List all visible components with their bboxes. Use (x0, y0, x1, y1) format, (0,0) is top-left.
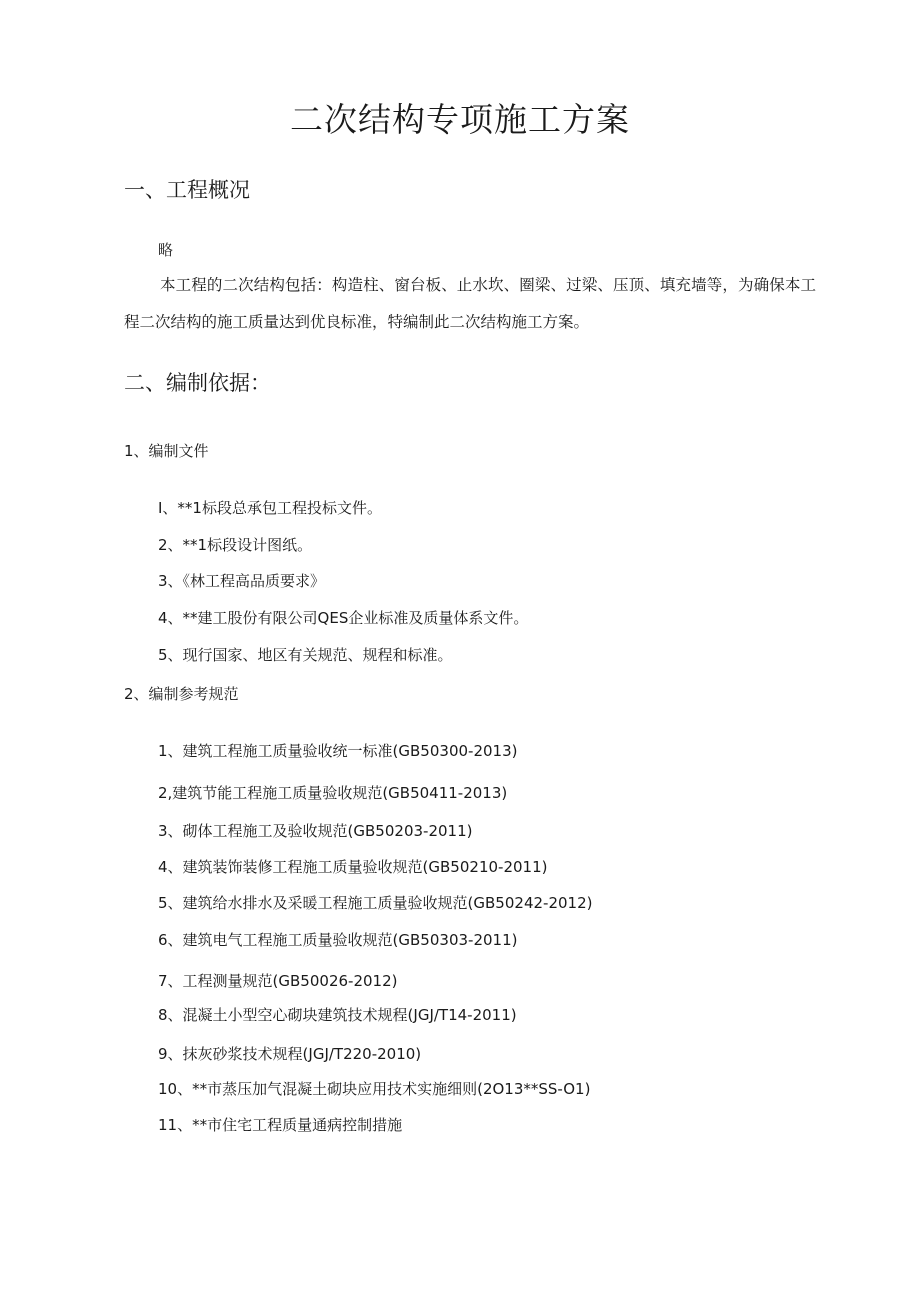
reference-item: 1、建筑工程施工质量验收统一标准(GB50300-2013) (158, 742, 518, 760)
subsection-1-heading: 1、编制文件 (124, 442, 209, 460)
reference-item: 3、砌体工程施工及验收规范(GB50203-2011) (158, 822, 473, 840)
section-1-paragraph: 本工程的二次结构包括：构造柱、窗台板、止水坎、圈梁、过梁、压顶、填充墙等，为确保本工程二次结构的施工质量达到优良标准，特编制此二次结构施工方案。 (124, 276, 816, 331)
reference-item: 10、**市蒸压加气混凝土砌块应用技术实施细则(2O13**SS-O1) (158, 1080, 591, 1098)
subsection-2-heading: 2、编制参考规范 (124, 685, 239, 703)
list-item: 5、现行国家、地区有关规范、规程和标准。 (158, 646, 453, 664)
section-1-note: 略 (158, 241, 174, 259)
reference-item: 5、建筑给水排水及采暖工程施工质量验收规范(GB50242-2012) (158, 894, 593, 912)
reference-item: 2,建筑节能工程施工质量验收规范(GB50411-2013) (158, 784, 508, 802)
reference-item: 11、**市住宅工程质量通病控制措施 (158, 1116, 403, 1134)
list-item: 3、《林工程高品质要求》 (158, 572, 326, 590)
list-item: 4、**建工股份有限公司QES企业标准及质量体系文件。 (158, 609, 529, 627)
reference-item: 6、建筑电气工程施工质量验收规范(GB50303-2011) (158, 931, 518, 949)
section-2-heading: 二、编制依据： (124, 371, 271, 395)
reference-item: 8、混凝土小型空心砌块建筑技术规程(JGJ/T14-2011) (158, 1006, 517, 1024)
reference-item: 4、建筑装饰装修工程施工质量验收规范(GB50210-2011) (158, 858, 548, 876)
reference-item: 7、工程测量规范(GB50026-2012) (158, 972, 398, 990)
list-item: 2、**1标段设计图纸。 (158, 536, 313, 554)
reference-item: 9、抹灰砂浆技术规程(JGJ/T220-2010) (158, 1045, 422, 1063)
section-1-heading: 一、工程概况 (124, 178, 250, 202)
list-item: I、**1标段总承包工程投标文件。 (158, 499, 382, 517)
document-title: 二次结构专项施工方案 (290, 100, 630, 139)
